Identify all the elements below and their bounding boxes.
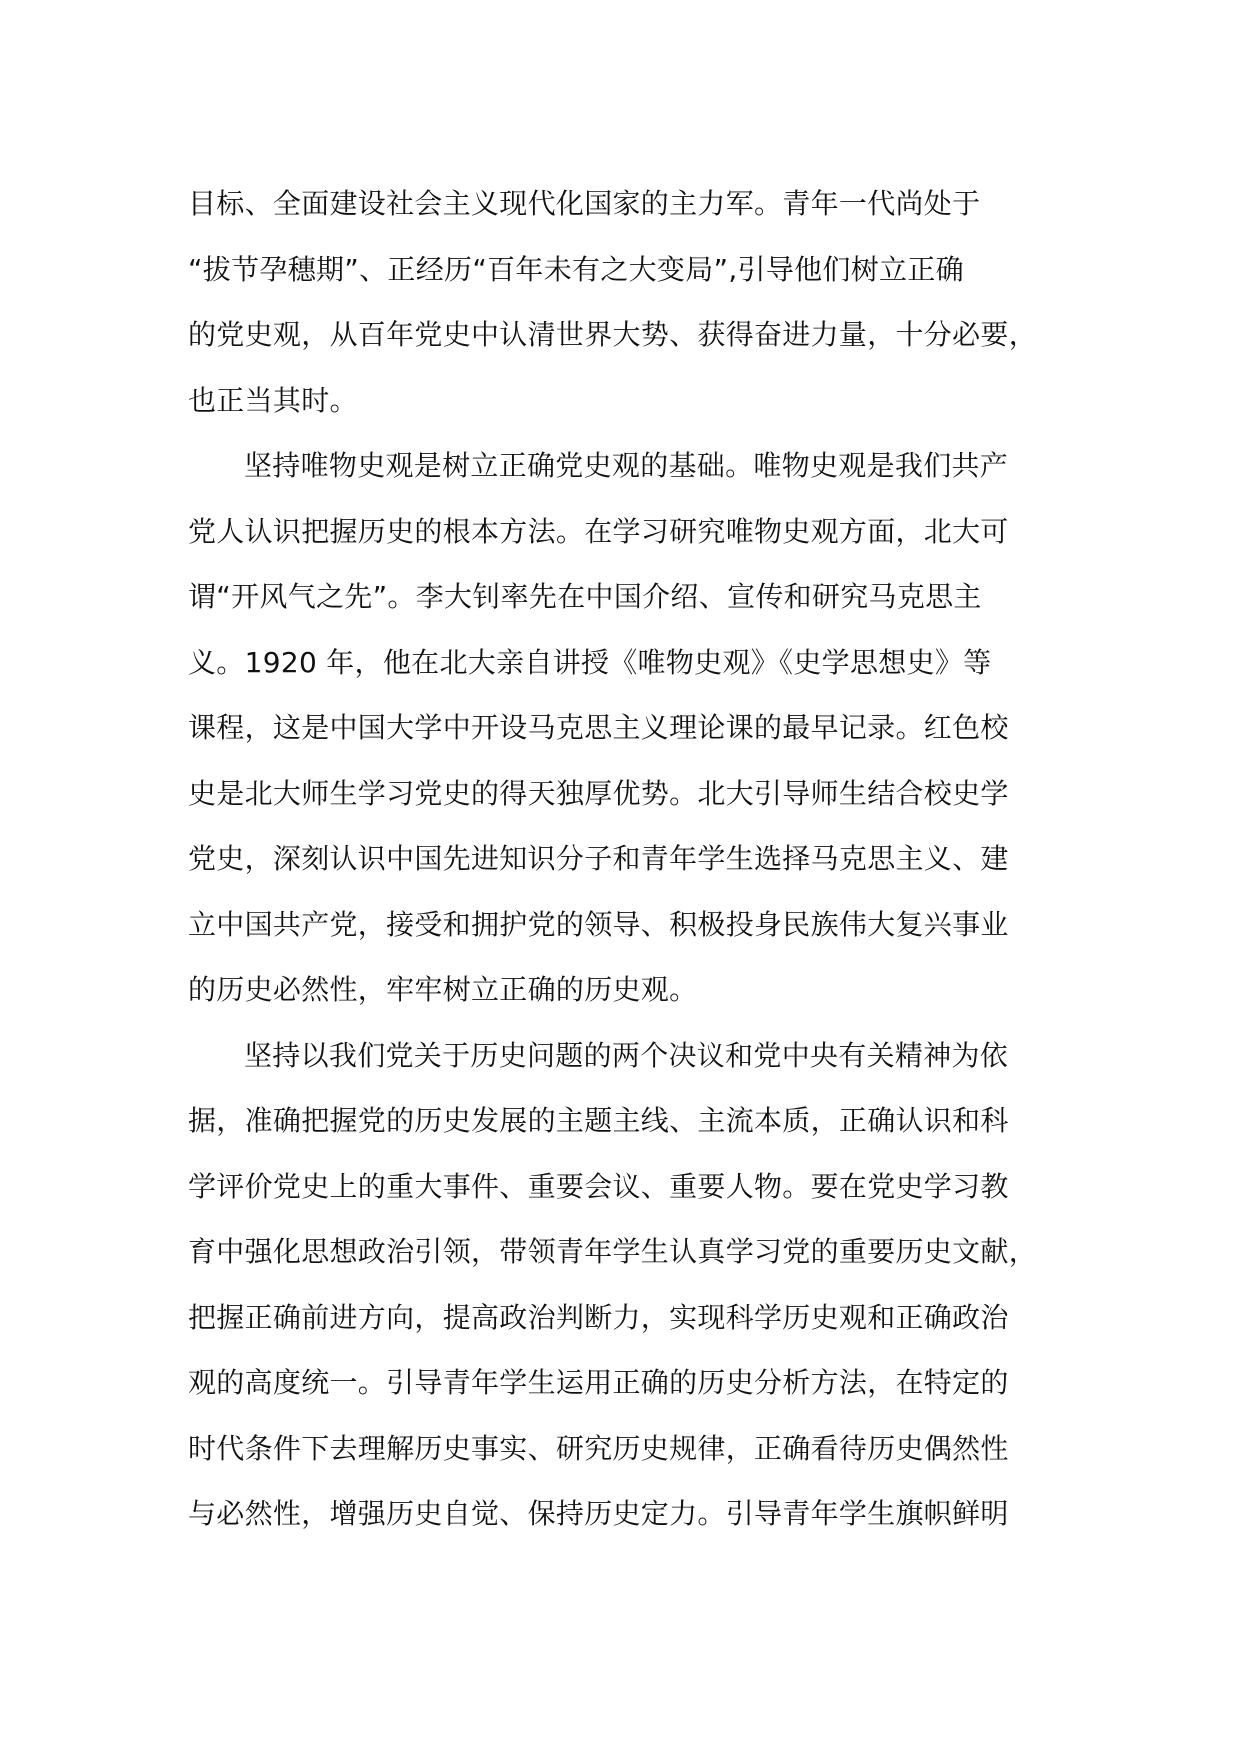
text-line: 时代条件下去理解历史事实、研究历史规律，正确看待历史偶然性 [188, 1431, 1009, 1465]
text-line: 据，准确把握党的历史发展的主题主线、主流本质，正确认识和科 [188, 1104, 1009, 1137]
text-line: 观的高度统一。引导青年学生运用正确的历史分析方法，在特定的 [188, 1366, 1009, 1399]
text-line: 党史，深刻认识中国先进知识分子和青年学生选择马克思主义、建 [188, 842, 1009, 875]
text-line: 也正当其时。 [188, 383, 358, 417]
text-line: 课程，这是中国大学中开设马克思主义理论课的最早记录。红色校 [188, 711, 1009, 744]
body-text [188, 171, 1068, 1547]
text-line: 学评价党史上的重大事件、重要会议、重要人物。要在党史学习教 [188, 1169, 1009, 1203]
text-line: 谓“开风气之先”。李大钊率先在中国介绍、宣传和研究马克思主 [188, 580, 982, 613]
text-line: 义。1920 年，他在北大亲自讲授《唯物史观》《史学思想史》等 [188, 645, 992, 679]
text-line: 与必然性，增强历史自觉、保持历史定力。引导青年学生旗帜鲜明 [188, 1497, 1009, 1530]
text-line: 史是北大师生学习党史的得天独厚优势。北大引导师生结合校史学 [188, 776, 1009, 810]
text-line: 立中国共产党，接受和拥护党的领导、积极投身民族伟大复兴事业 [188, 907, 1009, 941]
text-line: “拔节孕穗期”、正经历“百年未有之大变局”,引导他们树立正确 [188, 252, 964, 286]
paragraph-start-line: 坚持以我们党关于历史问题的两个决议和党中央有关精神为依 [244, 1038, 1009, 1072]
text-line: 的历史必然性，牢牢树立正确的历史观。 [188, 973, 698, 1006]
text-line: 的党史观，从百年党史中认清世界大势、获得奋进力量，十分必要， [188, 318, 1038, 351]
text-line: 目标、全面建设社会主义现代化国家的主力军。青年一代尚处于 [188, 187, 981, 220]
paragraph-start-line: 坚持唯物史观是树立正确党史观的基础。唯物史观是我们共产 [244, 449, 1009, 482]
text-line: 育中强化思想政治引领，带领青年学生认真学习党的重要历史文献， [188, 1235, 1038, 1268]
text-line: 把握正确前进方向，提高政治判断力，实现科学历史观和正确政治 [188, 1300, 1009, 1334]
text-line: 党人认识把握历史的根本方法。在学习研究唯物史观方面，北大可 [188, 514, 1009, 548]
